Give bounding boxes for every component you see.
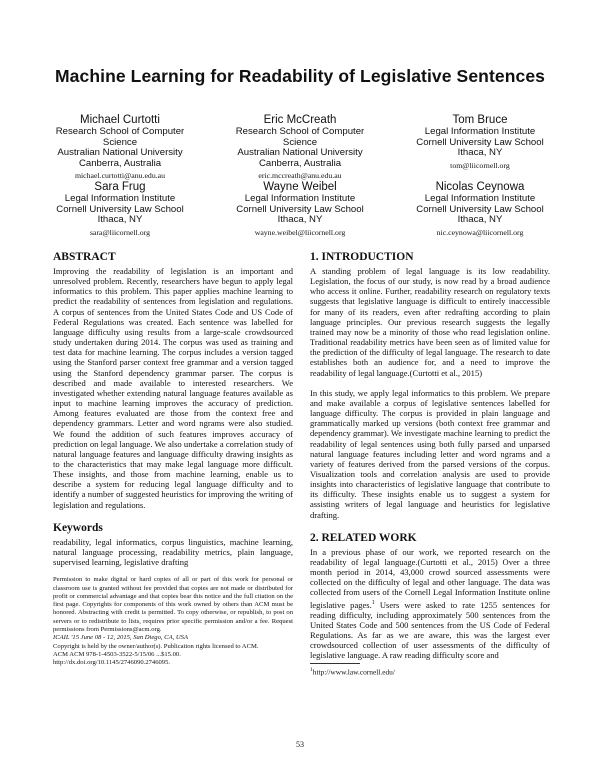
- author-affiliation-line: Legal Information Institute: [64, 193, 176, 204]
- abstract-heading: ABSTRACT: [53, 251, 116, 263]
- author-2: [210, 114, 390, 181]
- author-email[interactable]: tom@liicornell.org: [450, 160, 510, 170]
- author-name: Michael Curtotti: [80, 114, 160, 126]
- author-affiliation-line: Cornell University Law School: [56, 203, 184, 215]
- page-number: 53: [296, 740, 304, 749]
- author-4: [30, 181, 210, 238]
- footnote-url[interactable]: http://www.law.cornell.edu/: [312, 667, 395, 677]
- doi-line: http://dx.doi.org/10.1145/2746090.2746095.: [53, 659, 171, 667]
- author-affiliation-line: Ithaca, NY: [97, 214, 143, 226]
- related-work-heading: 2. RELATED WORK: [310, 531, 417, 544]
- author-3: [390, 114, 570, 171]
- permission-text: Permission to make digital or hard copies of all or part of this work for personal or classroom use is granted without fee provided that copies are not made or distributed for profit or commercial advantage and that copies bear this notice and the full citation on the first page. Copyrights for components of this work owned by others than ACM must be honored. Abstracting with credit is permitted. To copy otherwise, or republish, to post on servers or to redistribute to lists, requires prior specific permission and/or a fee. Request permissions from Permissions@acm.org.: [53, 576, 293, 633]
- right-column: [310, 251, 550, 677]
- copyright-line: Copyright is held by the owner/author(s). Publication rights licensed to ACM.: [53, 642, 259, 650]
- author-email[interactable]: wayne.weibel@liicornell.org: [254, 227, 346, 237]
- keywords-text: readability, legal informatics, corpus linguistics, machine learning, natural language processing, readability metrics, plain language, supervised learning, legislative drafting: [53, 536, 293, 568]
- author-affiliation-line: Legal Information Institute: [244, 193, 356, 204]
- author-affiliation-line: Ithaca, NY: [277, 214, 323, 226]
- conference-line: ICAIL '15 June 08 - 12, 2015, San Diego, CA, USA: [53, 634, 188, 642]
- author-affiliation-line: Cornell University Law School: [416, 203, 544, 215]
- introduction-heading: 1. INTRODUCTION: [310, 251, 414, 263]
- author-email[interactable]: nic.ceynowa@liicornell.org: [436, 227, 524, 237]
- footnote-mark: 1: [310, 667, 313, 674]
- footnote: [310, 666, 550, 676]
- author-affiliation-line: Research School of Computer: [55, 126, 185, 137]
- author-affiliation-line: Legal Information Institute: [424, 126, 536, 137]
- abstract-text: Improving the readability of legislation is an important and unresolved problem. Recently, researchers have begun to apply legal informatics to this problem. This paper applies machine learning to predict the readability of sentences from legislation and regulations. A corpus of sentences from the United States Code and US Code of Federal Regulations was created. Each sentence was labelled for language difficulty using results from a large-scale crowdsourced study undertaken during 2014. The corpus was used as training and test data for machine learning. The corpus includes a version tagged using the Stanford parser context free grammar and a version tagged using the Stanford dependency grammar parser. The corpus is described and made available to interested researchers. We investigated whether extending natural language features available as input to machine learning improves the accuracy of prediction. Among features evaluated are those from the context free and dependency grammars. Letter and word ngrams were also studied. We found the addition of such features improves accuracy of prediction on legal language. We also undertake a correlation study of natural language features and language difficulty drawing insights as to the characteristics that may make legal language more difficult. These insights, and those from machine learning, enable us to describe a system for reducing legal language difficulty and to identify a number of suggested heuristics for improving the writing of legislation and regulations.: [53, 266, 293, 510]
- author-email[interactable]: michael.curtotti@anu.edu.au: [74, 171, 166, 181]
- author-5: [210, 181, 390, 238]
- author-name: Nicolas Ceynowa: [435, 181, 525, 193]
- isbn-line: ACM ACM 978-1-4503-3522-5/15/06 ...$15.00.: [53, 650, 181, 658]
- author-name: Sara Frug: [94, 181, 146, 193]
- author-affiliation-line: Canberra, Australia: [78, 157, 162, 169]
- keywords-heading: Keywords: [53, 521, 103, 534]
- author-affiliation-line: Science: [282, 136, 318, 148]
- footnote-marker: 1: [371, 599, 375, 606]
- introduction-paragraph-2: In this study, we apply legal informatics to this problem. We prepare and make available a corpus of legislative sentences labelled for language difficulty. The corpus is provided in plain language and grammatically marked up versions (both context free grammar and dependency grammar). We investigate machine learning to predict the readability of legal sentences using both fully parsed and unparsed natural language features including letter and word ngrams and a variety of features derived from the parsed versions of the corpus. Visualization tools and correlation analysis are used to provide insights into characteristics of legislative language that contribute to its difficulty. These insights enable us to suggest a system for assisting writers of legal language and heuristics for legislative drafting.: [310, 387, 550, 520]
- author-affiliation-line: Cornell University Law School: [416, 136, 544, 148]
- author-affiliation-line: Ithaca, NY: [457, 147, 503, 159]
- author-email[interactable]: eric.mccreath@anu.edu.au: [258, 171, 342, 181]
- permission-block: [53, 576, 293, 667]
- related-work-paragraph: [310, 547, 550, 661]
- related-work-text-a: In a previous phase of our work, we reported research on the readability of legal language.(Curtotti et al., 2015) Over a three month period in 2014, 43,000 crowd sourced assessments were collected on the difficulty of legal and other language. The data was collected from users of the Cornell Legal Information Institute online legislative pages.: [310, 546, 550, 610]
- author-6: [390, 181, 570, 238]
- author-email[interactable]: sara@liicornell.org: [89, 227, 151, 237]
- author-1: [30, 114, 210, 181]
- paper-title: Machine Learning for Readability of Legislative Sentences: [55, 66, 545, 86]
- left-column: [53, 251, 293, 667]
- author-affiliation-line: Canberra, Australia: [258, 157, 342, 169]
- introduction-paragraph-1: A standing problem of legal language is its low readability. Legislation, the focus of our study, is now read by a broad audience who access it online. Further, readability research on regulatory texts suggests that legislative language is difficult to entirely inaccessible for many of its readers, even after redrafting according to plain language principles. Our previous research suggests the legally trained may now be a minority of those who read legislation online. Traditional readability metrics have been seen as of limited value for the prediction of the difficulty of legal language. The research to date establishes both an audience for, and a need to improve the readability of legal language.(Curtotti et al., 2015): [310, 266, 550, 378]
- author-affiliation-line: Legal Information Institute: [424, 193, 536, 204]
- author-affiliation-line: Research School of Computer: [235, 126, 365, 137]
- author-affiliation-line: Science: [102, 136, 138, 148]
- related-work-text-b: Users were asked to rate 1255 sentences for reading difficulty, including approximately 500 sentences from the United States Code and 500 sentences from the US Code of Federal Regulations. As far as we are aware, this was the largest ever crowdsourced collection of user assessments of the difficulty of legislative language. A raw reading difficulty score and: [310, 599, 550, 661]
- footnote-rule: [310, 663, 360, 664]
- author-name: Eric McCreath: [263, 114, 337, 126]
- author-name: Wayne Weibel: [263, 181, 337, 193]
- author-affiliation-line: Australian National University: [57, 147, 183, 159]
- author-affiliation-line: Cornell University Law School: [236, 203, 364, 215]
- author-name: Tom Bruce: [452, 114, 508, 126]
- author-affiliation-line: Australian National University: [237, 147, 363, 159]
- author-affiliation-line: Ithaca, NY: [457, 214, 503, 226]
